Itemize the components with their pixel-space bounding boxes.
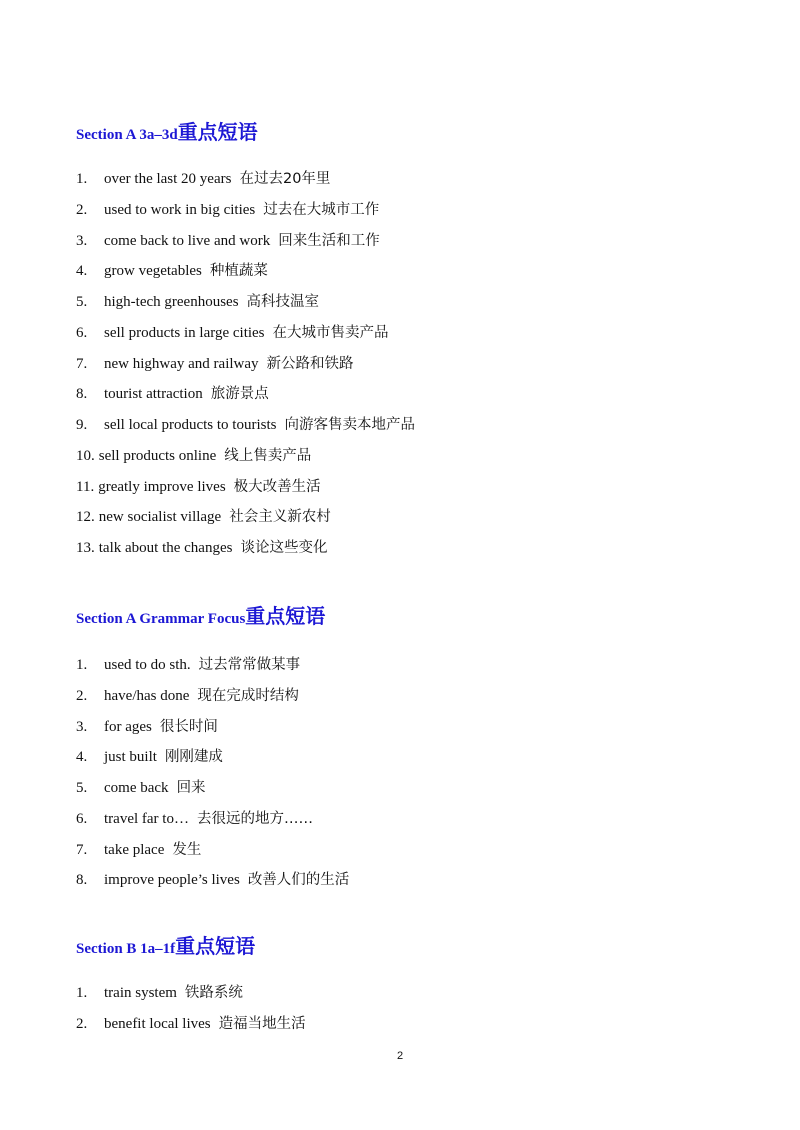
item-number: 1. bbox=[76, 171, 88, 187]
phrase-en: come back to live and work bbox=[104, 232, 271, 249]
item-number: 5. bbox=[76, 294, 88, 310]
item-number: 6. bbox=[76, 810, 88, 827]
phrase-zh: 向游客售卖本地产品 bbox=[284, 417, 415, 433]
phrase-en: travel far to… bbox=[104, 810, 189, 827]
section-title-zh: 重点短语 bbox=[245, 604, 326, 628]
phrase-list bbox=[76, 978, 306, 1040]
item-number: 4. bbox=[76, 749, 88, 766]
section-title-zh: 重点短语 bbox=[177, 120, 258, 144]
item-number: 4. bbox=[76, 263, 88, 280]
item-number: 2. bbox=[76, 201, 88, 218]
phrase-en: sell products online bbox=[98, 447, 217, 464]
phrase-zh: 高科技温室 bbox=[246, 294, 320, 310]
item-number: 3. bbox=[76, 232, 88, 249]
phrase-en: grow vegetables bbox=[104, 263, 202, 280]
phrase-item bbox=[76, 1009, 306, 1040]
item-number: 7. bbox=[76, 355, 88, 372]
phrase-zh: 过去在大城市工作 bbox=[263, 201, 380, 218]
phrase-en: improve people’s lives bbox=[104, 872, 240, 889]
phrase-zh: 线上售卖产品 bbox=[224, 447, 312, 464]
phrase-item bbox=[76, 195, 415, 226]
phrase-en: for ages bbox=[104, 718, 152, 735]
phrase-zh: 很长时间 bbox=[159, 718, 218, 735]
section-title-en: Section A Grammar Focus bbox=[76, 611, 246, 627]
phrase-en: over the last 20 years bbox=[104, 171, 232, 187]
phrase-list bbox=[76, 164, 415, 564]
phrase-item bbox=[76, 164, 415, 195]
phrase-zh: 去很远的地方…… bbox=[196, 810, 313, 827]
phrase-item bbox=[76, 410, 415, 441]
phrase-zh: 改善人们的生活 bbox=[247, 872, 350, 889]
section-title bbox=[76, 934, 306, 958]
phrase-item bbox=[76, 681, 349, 712]
phrase-zh: 过去常常做某事 bbox=[198, 657, 301, 673]
phrase-zh: 在过去20年里 bbox=[239, 171, 331, 187]
phrase-zh: 现在完成时结构 bbox=[197, 687, 299, 704]
phrase-item bbox=[76, 650, 349, 681]
phrase-en: used to work in big cities bbox=[104, 201, 256, 218]
phrase-item bbox=[76, 256, 415, 287]
phrase-en: sell local products to tourists bbox=[104, 417, 277, 433]
item-number: 2. bbox=[76, 687, 88, 704]
phrase-zh: 种植蔬菜 bbox=[209, 263, 268, 280]
section-title-en: Section B 1a–1f bbox=[76, 941, 176, 957]
item-number: 13. bbox=[76, 540, 95, 556]
phrase-en: talk about the changes bbox=[98, 540, 233, 556]
phrase-en: just built bbox=[104, 749, 157, 766]
phrase-en: used to do sth. bbox=[104, 657, 191, 673]
item-number: 10. bbox=[76, 447, 95, 464]
phrase-item bbox=[76, 502, 415, 533]
phrase-en: new highway and railway bbox=[104, 355, 259, 372]
item-number: 11. bbox=[76, 478, 95, 495]
phrase-item bbox=[76, 712, 349, 743]
phrase-item bbox=[76, 773, 349, 804]
phrase-en: come back bbox=[104, 780, 169, 796]
phrase-en: new socialist village bbox=[98, 509, 222, 526]
phrase-en: high-tech greenhouses bbox=[104, 294, 239, 310]
phrase-item bbox=[76, 349, 415, 380]
item-number: 1. bbox=[76, 985, 88, 1001]
phrase-en: have/has done bbox=[104, 687, 190, 704]
page-number: 2 bbox=[396, 1050, 404, 1062]
phrase-zh: 回来 bbox=[176, 780, 206, 796]
item-number: 7. bbox=[76, 841, 88, 858]
phrase-en: benefit local lives bbox=[104, 1015, 211, 1032]
section-b-1a-1f bbox=[76, 934, 306, 1040]
phrase-item bbox=[76, 226, 415, 257]
phrase-item bbox=[76, 472, 415, 503]
phrase-item bbox=[76, 533, 415, 564]
phrase-zh: 回来生活和工作 bbox=[278, 232, 380, 249]
phrase-zh: 刚刚建成 bbox=[164, 749, 223, 766]
phrase-zh: 铁路系统 bbox=[184, 985, 243, 1001]
item-number: 2. bbox=[76, 1015, 88, 1032]
phrase-en: greatly improve lives bbox=[98, 478, 226, 495]
item-number: 3. bbox=[76, 718, 88, 735]
phrase-en: take place bbox=[104, 841, 165, 858]
phrase-zh: 在大城市售卖产品 bbox=[272, 324, 389, 341]
item-number: 1. bbox=[76, 657, 88, 673]
section-title bbox=[76, 604, 349, 628]
phrase-list bbox=[76, 650, 349, 896]
phrase-zh: 造福当地生活 bbox=[218, 1015, 306, 1032]
phrase-zh: 社会主义新农村 bbox=[229, 509, 331, 526]
section-title-zh: 重点短语 bbox=[175, 934, 256, 958]
phrase-item bbox=[76, 804, 349, 835]
phrase-item bbox=[76, 742, 349, 773]
phrase-en: tourist attraction bbox=[104, 386, 203, 403]
phrase-en: train system bbox=[104, 985, 177, 1001]
phrase-zh: 谈论这些变化 bbox=[240, 540, 328, 556]
phrase-item bbox=[76, 978, 306, 1009]
phrase-item bbox=[76, 379, 415, 410]
item-number: 6. bbox=[76, 324, 88, 341]
phrase-zh: 旅游景点 bbox=[210, 386, 269, 403]
section-title bbox=[76, 120, 415, 144]
phrase-zh: 新公路和铁路 bbox=[266, 355, 354, 372]
phrase-item bbox=[76, 865, 349, 896]
phrase-item bbox=[76, 835, 349, 866]
section-a-3a-3d bbox=[76, 120, 415, 564]
phrase-item bbox=[76, 287, 415, 318]
phrase-zh: 极大改善生活 bbox=[233, 478, 321, 495]
section-title-en: Section A 3a–3d bbox=[76, 127, 178, 143]
phrase-item bbox=[76, 441, 415, 472]
item-number: 9. bbox=[76, 417, 88, 433]
item-number: 8. bbox=[76, 386, 88, 403]
phrase-zh: 发生 bbox=[172, 841, 202, 858]
item-number: 5. bbox=[76, 780, 88, 796]
item-number: 12. bbox=[76, 509, 95, 526]
item-number: 8. bbox=[76, 872, 88, 889]
phrase-en: sell products in large cities bbox=[104, 324, 265, 341]
section-a-grammar-focus bbox=[76, 604, 349, 896]
phrase-item bbox=[76, 318, 415, 349]
